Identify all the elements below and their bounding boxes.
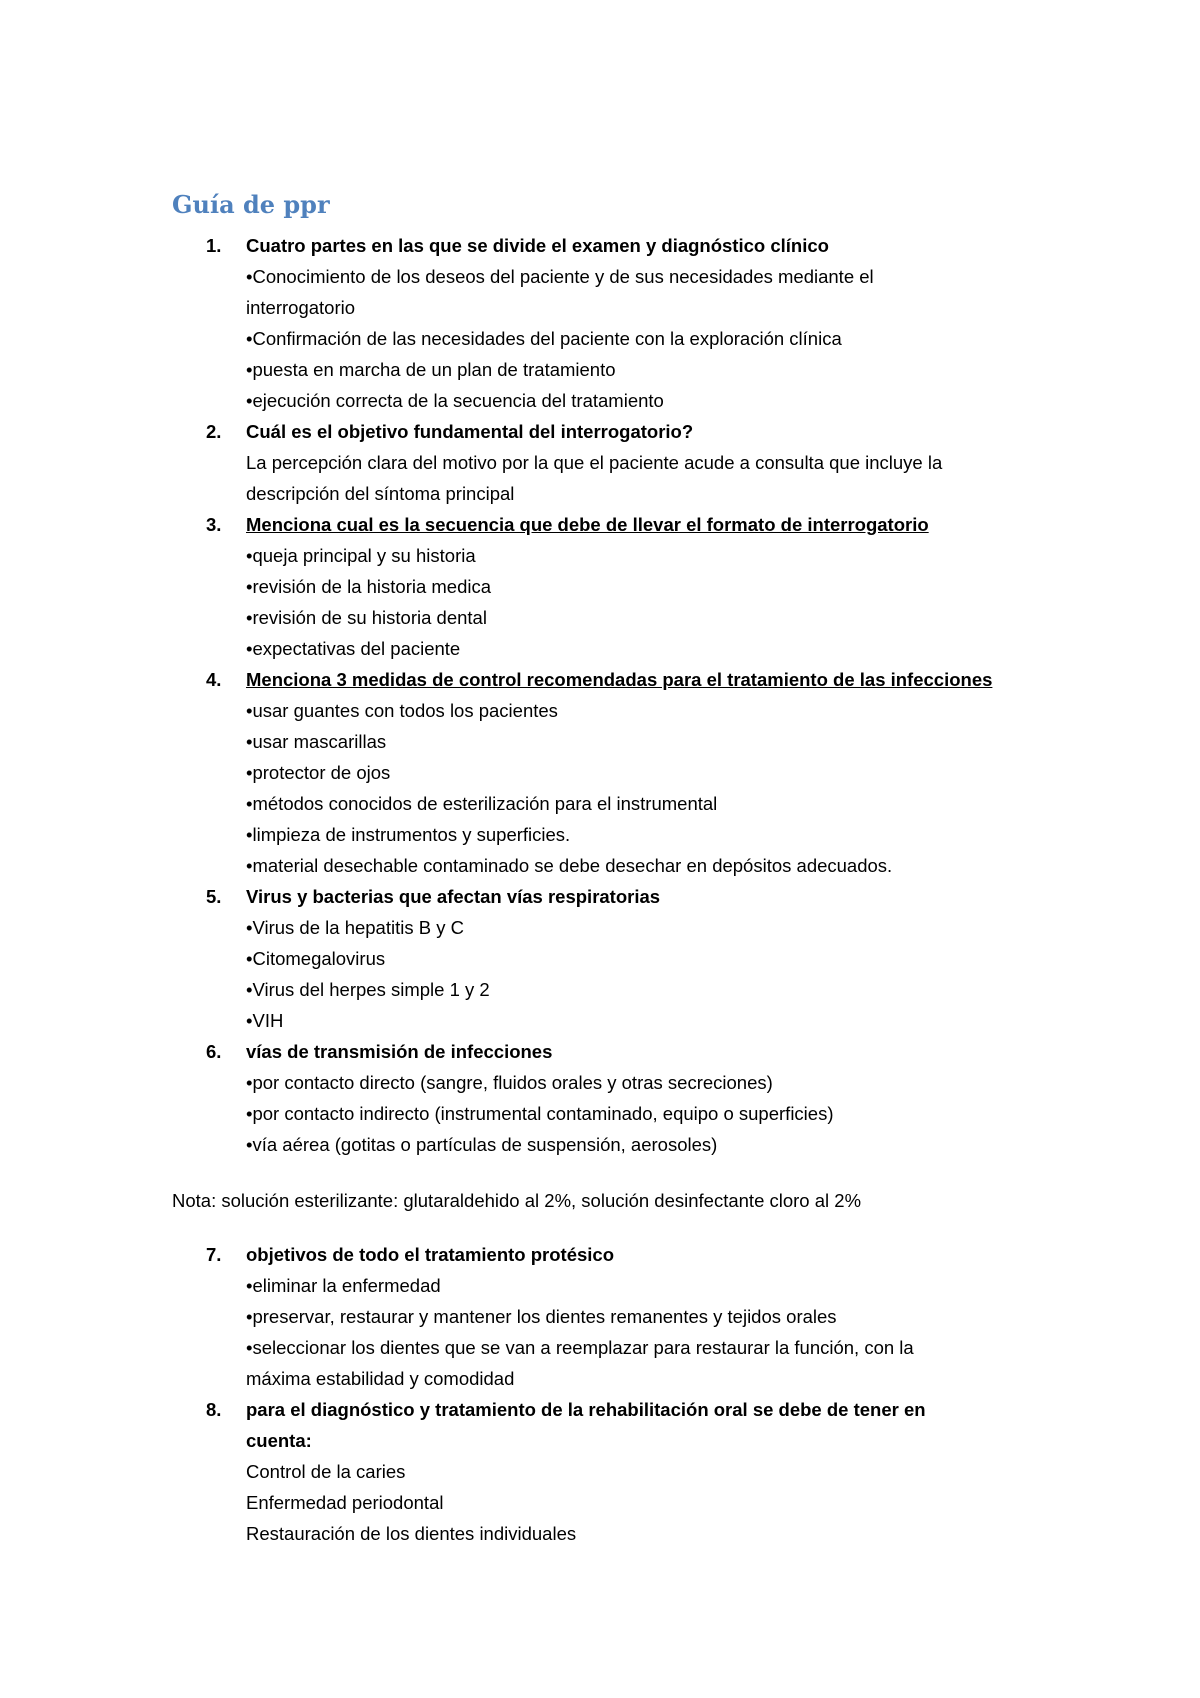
section-1-line-4: •puesta en marcha de un plan de tratamiento xyxy=(246,359,616,380)
section-7-number: 7. xyxy=(206,1244,222,1265)
section-7-line-1: •eliminar la enfermedad xyxy=(246,1275,441,1296)
section-3-line-1: •queja principal y su historia xyxy=(246,545,476,566)
section-8-question-line-2: cuenta: xyxy=(246,1430,312,1451)
section-2-number: 2. xyxy=(206,421,222,442)
section-5-line-2: •Citomegalovirus xyxy=(246,948,386,969)
section-1-line-5: •ejecución correcta de la secuencia del tratamiento xyxy=(246,390,664,411)
section-1-line-2: interrogatorio xyxy=(246,297,356,318)
section-7-line-4: máxima estabilidad y comodidad xyxy=(246,1368,515,1389)
section-6-question: vías de transmisión de infecciones xyxy=(246,1041,553,1062)
section-5-line-3: •Virus del herpes simple 1 y 2 xyxy=(246,979,490,1000)
section-3-question: Menciona cual es la secuencia que debe de llevar el formato de interrogatorio xyxy=(246,514,929,535)
section-6-line-2: •por contacto indirecto (instrumental contaminado, equipo o superficies) xyxy=(246,1103,834,1124)
note-text: Nota: solución esterilizante: glutaraldehido al 2%, solución desinfectante cloro al 2% xyxy=(172,1190,862,1211)
section-1-question: Cuatro partes en las que se divide el examen y diagnóstico clínico xyxy=(246,235,829,256)
section-4-line-2: •usar mascarillas xyxy=(246,731,387,752)
section-7-question: objetivos de todo el tratamiento protésico xyxy=(246,1244,614,1265)
section-7-line-3: •seleccionar los dientes que se van a reemplazar para restaurar la función, con la xyxy=(246,1337,914,1358)
section-5-line-1: •Virus de la hepatitis B y C xyxy=(246,917,464,938)
section-4-line-6: •material desechable contaminado se debe desechar en depósitos adecuados. xyxy=(246,855,893,876)
section-5-question: Virus y bacterias que afectan vías respiratorias xyxy=(246,886,661,907)
section-4-line-1: •usar guantes con todos los pacientes xyxy=(246,700,558,721)
section-3-line-2: •revisión de la historia medica xyxy=(246,576,492,597)
section-5-line-4: •VIH xyxy=(246,1010,284,1031)
section-3-line-4: •expectativas del paciente xyxy=(246,638,461,659)
section-4-line-3: •protector de ojos xyxy=(246,762,391,783)
section-3-line-3: •revisión de su historia dental xyxy=(246,607,487,628)
section-1-number: 1. xyxy=(206,235,222,256)
section-6-number: 6. xyxy=(206,1041,222,1062)
section-4-number: 4. xyxy=(206,669,222,690)
section-1-line-3: •Confirmación de las necesidades del paciente con la exploración clínica xyxy=(246,328,842,349)
section-8-line-1: Control de la caries xyxy=(246,1461,406,1482)
section-5-number: 5. xyxy=(206,886,222,907)
section-4-question: Menciona 3 medidas de control recomendadas para el tratamiento de las infecciones xyxy=(246,669,993,690)
section-2-question: Cuál es el objetivo fundamental del interrogatorio? xyxy=(246,421,694,442)
section-8-line-3: Restauración de los dientes individuales xyxy=(246,1523,577,1544)
section-2-line-2: descripción del síntoma principal xyxy=(246,483,515,504)
section-8-question-line-1: para el diagnóstico y tratamiento de la rehabilitación oral se debe de tener en xyxy=(246,1399,926,1420)
section-6-line-1: •por contacto directo (sangre, fluidos orales y otras secreciones) xyxy=(246,1072,773,1093)
section-8-line-2: Enfermedad periodontal xyxy=(246,1492,444,1513)
section-2-line-1: La percepción clara del motivo por la que el paciente acude a consulta que incluye la xyxy=(246,452,943,473)
section-7-line-2: •preservar, restaurar y mantener los dientes remanentes y tejidos orales xyxy=(246,1306,837,1327)
section-4-line-5: •limpieza de instrumentos y superficies. xyxy=(246,824,571,845)
document-title: Guía de ppr xyxy=(172,190,330,219)
section-8-number: 8. xyxy=(206,1399,222,1420)
section-1-line-1: •Conocimiento de los deseos del paciente y de sus necesidades mediante el xyxy=(246,266,874,287)
section-3-number: 3. xyxy=(206,514,222,535)
section-6-line-3: •vía aérea (gotitas o partículas de suspensión, aerosoles) xyxy=(246,1134,718,1155)
section-4-line-4: •métodos conocidos de esterilización para el instrumental xyxy=(246,793,718,814)
